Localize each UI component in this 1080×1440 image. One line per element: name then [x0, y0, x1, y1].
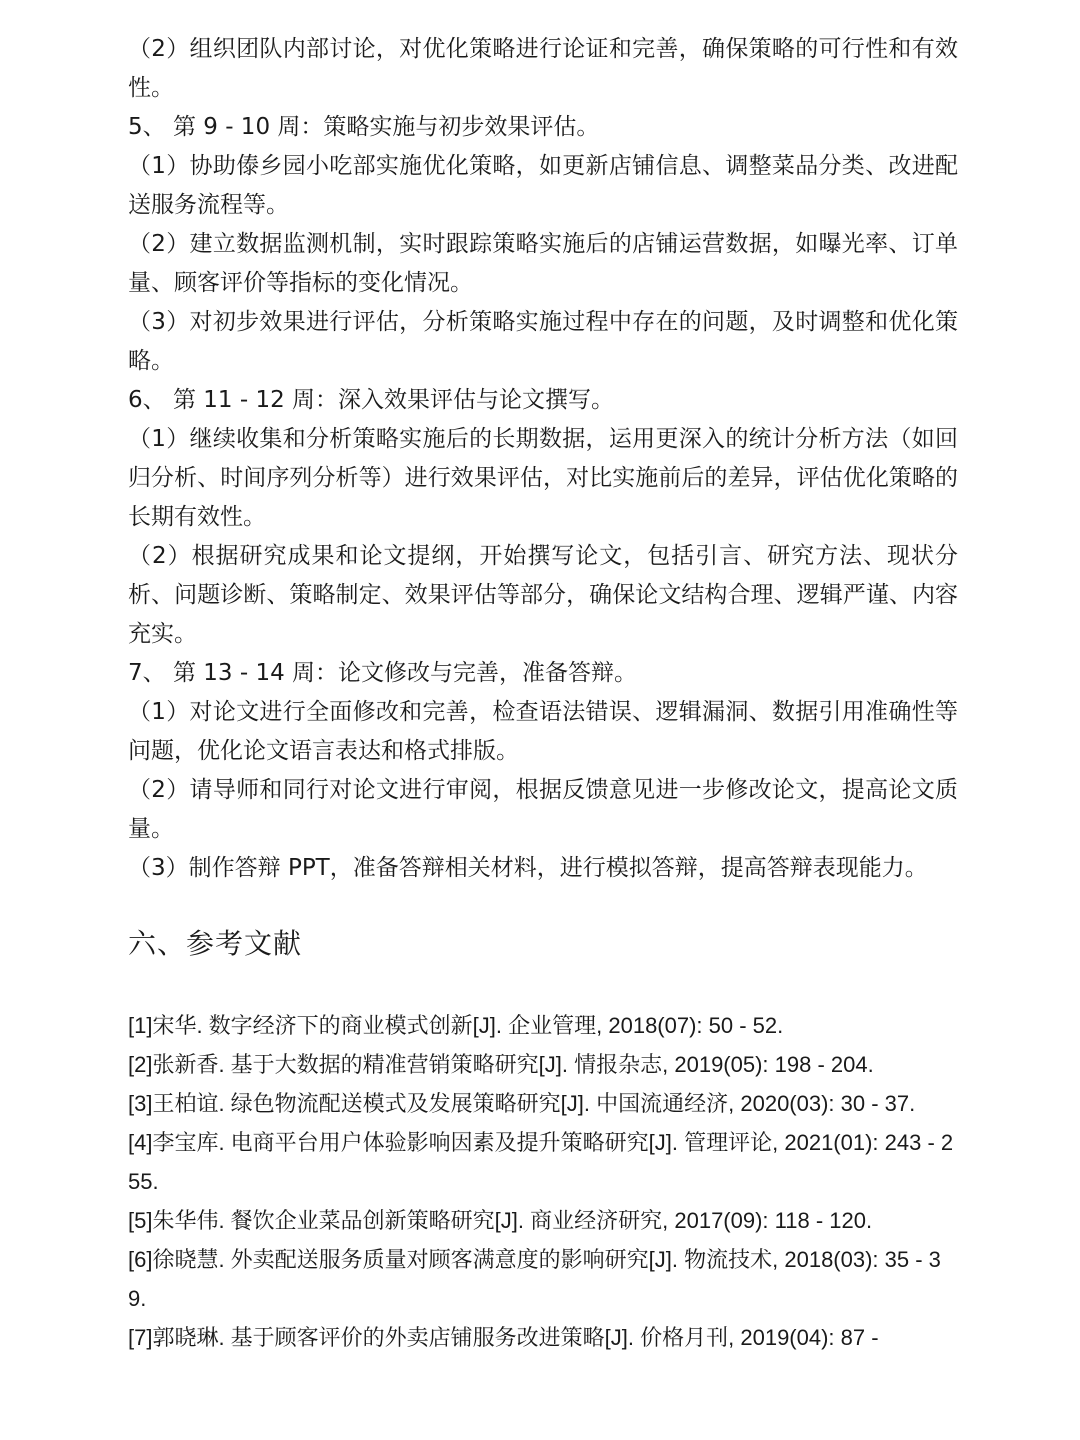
body-paragraph: （3）制作答辩 PPT，准备答辩相关材料，进行模拟答辩，提高答辩表现能力。: [128, 855, 928, 881]
body-paragraph: （1）继续收集和分析策略实施后的长期数据，运用更深入的统计分析方法（如回归分析、时间序列分析等）进行效果评估，对比实施前后的差异，评估优化策略的长期有效性。: [128, 426, 958, 530]
body-paragraph: （2）建立数据监测机制，实时跟踪策略实施后的店铺运营数据，如曝光率、订单量、顾客评价等指标的变化情况。: [128, 231, 958, 296]
body-paragraph: （2）组织团队内部讨论，对优化策略进行论证和完善，确保策略的可行性和有效性。: [128, 36, 958, 101]
body-paragraph: 5、 第 9 - 10 周：策略实施与初步效果评估。: [128, 114, 600, 140]
section-heading: 六、参考文献: [128, 927, 303, 960]
reference-item: [7]郭晓琳. 基于顾客评价的外卖店铺服务改进策略[J]. 价格月刊, 2019(04): 87 -: [128, 1325, 879, 1350]
reference-item: [3]王柏谊. 绿色物流配送模式及发展策略研究[J]. 中国流通经济, 2020(03): 30 - 37.: [128, 1091, 916, 1116]
reference-item: [4]李宝库. 电商平台用户体验影响因素及提升策略研究[J]. 管理评论, 2021(01): 243 - 255.: [128, 1130, 954, 1194]
plan-body: [128, 30, 958, 888]
body-paragraph: （1）对论文进行全面修改和完善，检查语法错误、逻辑漏洞、数据引用准确性等问题，优化论文语言表达和格式排版。: [128, 699, 958, 764]
reference-item: [6]徐晓慧. 外卖配送服务质量对顾客满意度的影响研究[J]. 物流技术, 2018(03): 35 - 39.: [128, 1247, 941, 1311]
body-paragraph: （2）请导师和同行对论文进行审阅，根据反馈意见进一步修改论文，提高论文质量。: [128, 777, 958, 842]
body-paragraph: 6、 第 11 - 12 周：深入效果评估与论文撰写。: [128, 387, 615, 413]
reference-item: [2]张新香. 基于大数据的精准营销策略研究[J]. 情报杂志, 2019(05): 198 - 204.: [128, 1052, 874, 1077]
body-paragraph: （2）根据研究成果和论文提纲，开始撰写论文，包括引言、研究方法、现状分析、问题诊断、策略制定、效果评估等部分，确保论文结构合理、逻辑严谨、内容充实。: [128, 543, 958, 647]
body-paragraph: （1）协助傣乡园小吃部实施优化策略，如更新店铺信息、调整菜品分类、改进配送服务流程等。: [128, 153, 958, 218]
body-paragraph: 7、 第 13 - 14 周：论文修改与完善，准备答辩。: [128, 660, 638, 686]
body-paragraph: （3）对初步效果进行评估，分析策略实施过程中存在的问题，及时调整和优化策略。: [128, 309, 958, 374]
reference-item: [1]宋华. 数字经济下的商业模式创新[J]. 企业管理, 2018(07): 50 - 52.: [128, 1013, 784, 1038]
reference-list: [128, 1006, 958, 1357]
reference-item: [5]朱华伟. 餐饮企业菜品创新策略研究[J]. 商业经济研究, 2017(09): 118 - 120.: [128, 1208, 873, 1233]
